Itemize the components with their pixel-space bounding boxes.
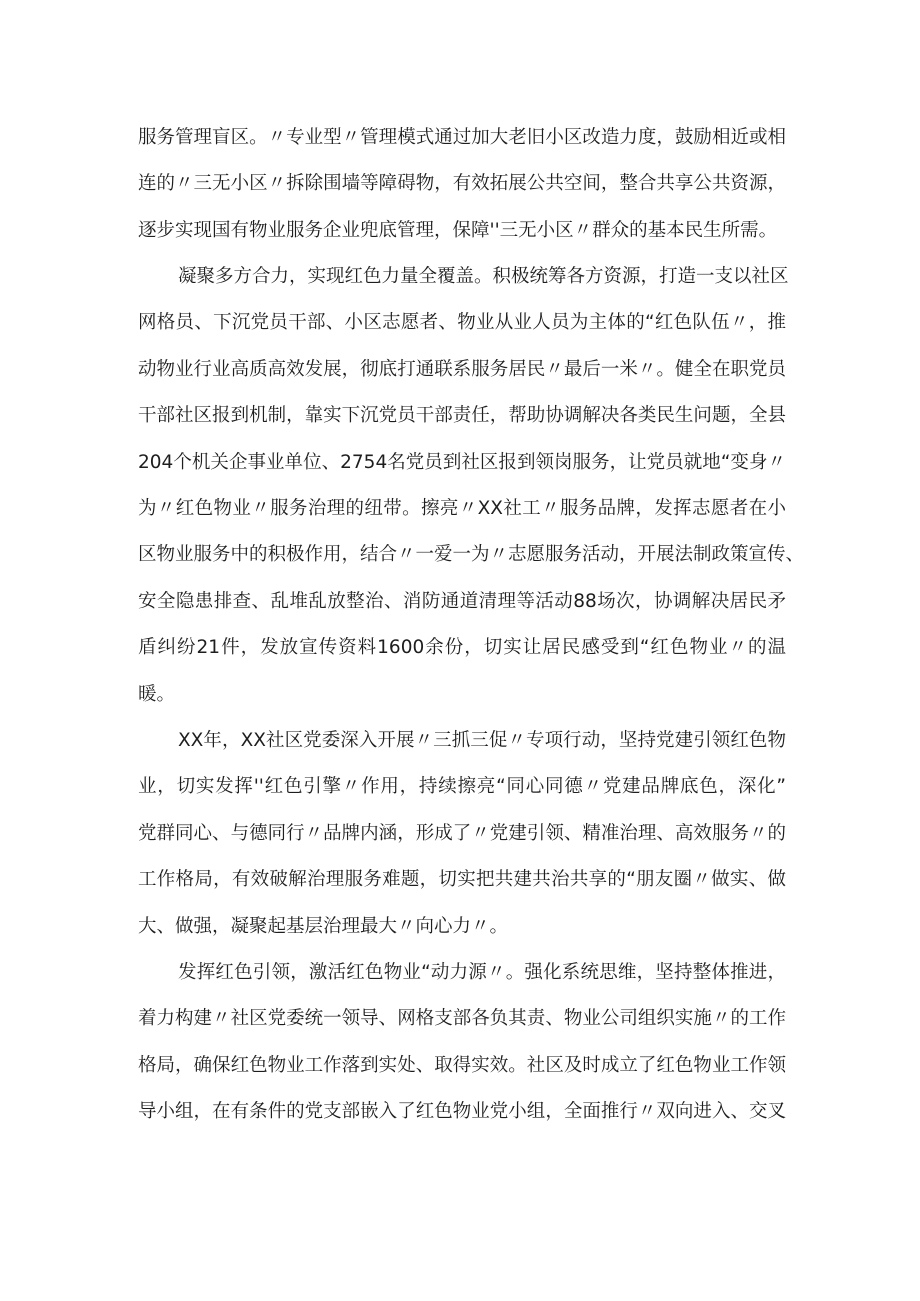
paragraph-first-line: 发挥红色引领，激活红色物业“动力源〃。强化系统思维，坚持整体推进，	[178, 962, 786, 983]
text-line: 业，切实发挥''红色引擎〃作用，持续擦亮“同心同德〃党建品牌底色，深化”	[138, 776, 786, 797]
text-line: 党群同心、与德同行〃品牌内涵，形成了〃党建引领、精准治理、高效服务〃的	[138, 823, 786, 844]
text-line: 204个机关企事业单位、2754名党员到社区报到领岗服务，让党员就地“变身〃	[138, 452, 786, 473]
text-line: 暖。	[138, 684, 176, 705]
text-line: 着力构建〃社区党委统一领导、网格支部各负其责、物业公司组织实施〃的工作	[138, 1008, 786, 1029]
text-line: 干部社区报到机制，靠实下沉党员干部责任，帮助协调解决各类民生问题，全县	[138, 405, 786, 426]
text-line: 为〃红色物业〃服务治理的纽带。擦亮〃XX社工〃服务品牌，发挥志愿者在小	[138, 498, 786, 519]
text-line: 连的〃三无小区〃拆除围墙等障碍物，有效拓展公共空间，整合共享公共资源，	[138, 173, 786, 194]
paragraph-first-line: 凝聚多方合力，实现红色力量全覆盖。积极统筹各方资源，打造一支以社区	[178, 266, 789, 287]
text-line: 导小组，在有条件的党支部嵌入了红色物业党小组，全面推行〃双向进入、交叉	[138, 1101, 786, 1122]
text-line: 逐步实现国有物业服务企业兜底管理，保障''三无小区〃群众的基本民生所需。	[138, 220, 778, 241]
text-line: 工作格局，有效破解治理服务难题，切实把共建共治共享的“朋友圈〃做实、做	[138, 869, 786, 890]
text-line: 大、做强，凝聚起基层治理最大〃向心力〃。	[138, 916, 509, 937]
paragraph-first-line: XX年，XX社区党委深入开展〃三抓三促〃专项行动，坚持党建引领红色物	[178, 730, 786, 751]
text-line: 格局，确保红色物业工作落到实处、取得实效。社区及时成立了红色物业工作领	[138, 1055, 786, 1076]
text-line: 盾纠纷21件，发放宣传资料1600余份，切实让居民感受到“红色物业〃的温	[138, 637, 786, 658]
text-line: 安全隐患排查、乱堆乱放整治、消防通道清理等活动88场次，协调解决居民矛	[138, 591, 786, 612]
text-line: 动物业行业高质高效发展，彻底打通联系服务居民〃最后一米〃。健全在职党员	[138, 359, 786, 380]
text-line: 区物业服务中的积极作用，结合〃一爱一为〃志愿服务活动，开展法制政策宣传、	[138, 544, 805, 565]
text-line: 服务管理盲区。〃专业型〃管理模式通过加大老旧小区改造力度，鼓励相近或相	[138, 127, 786, 148]
text-line: 网格员、下沉党员干部、小区志愿者、物业从业人员为主体的“红色队伍〃，推	[138, 312, 786, 333]
